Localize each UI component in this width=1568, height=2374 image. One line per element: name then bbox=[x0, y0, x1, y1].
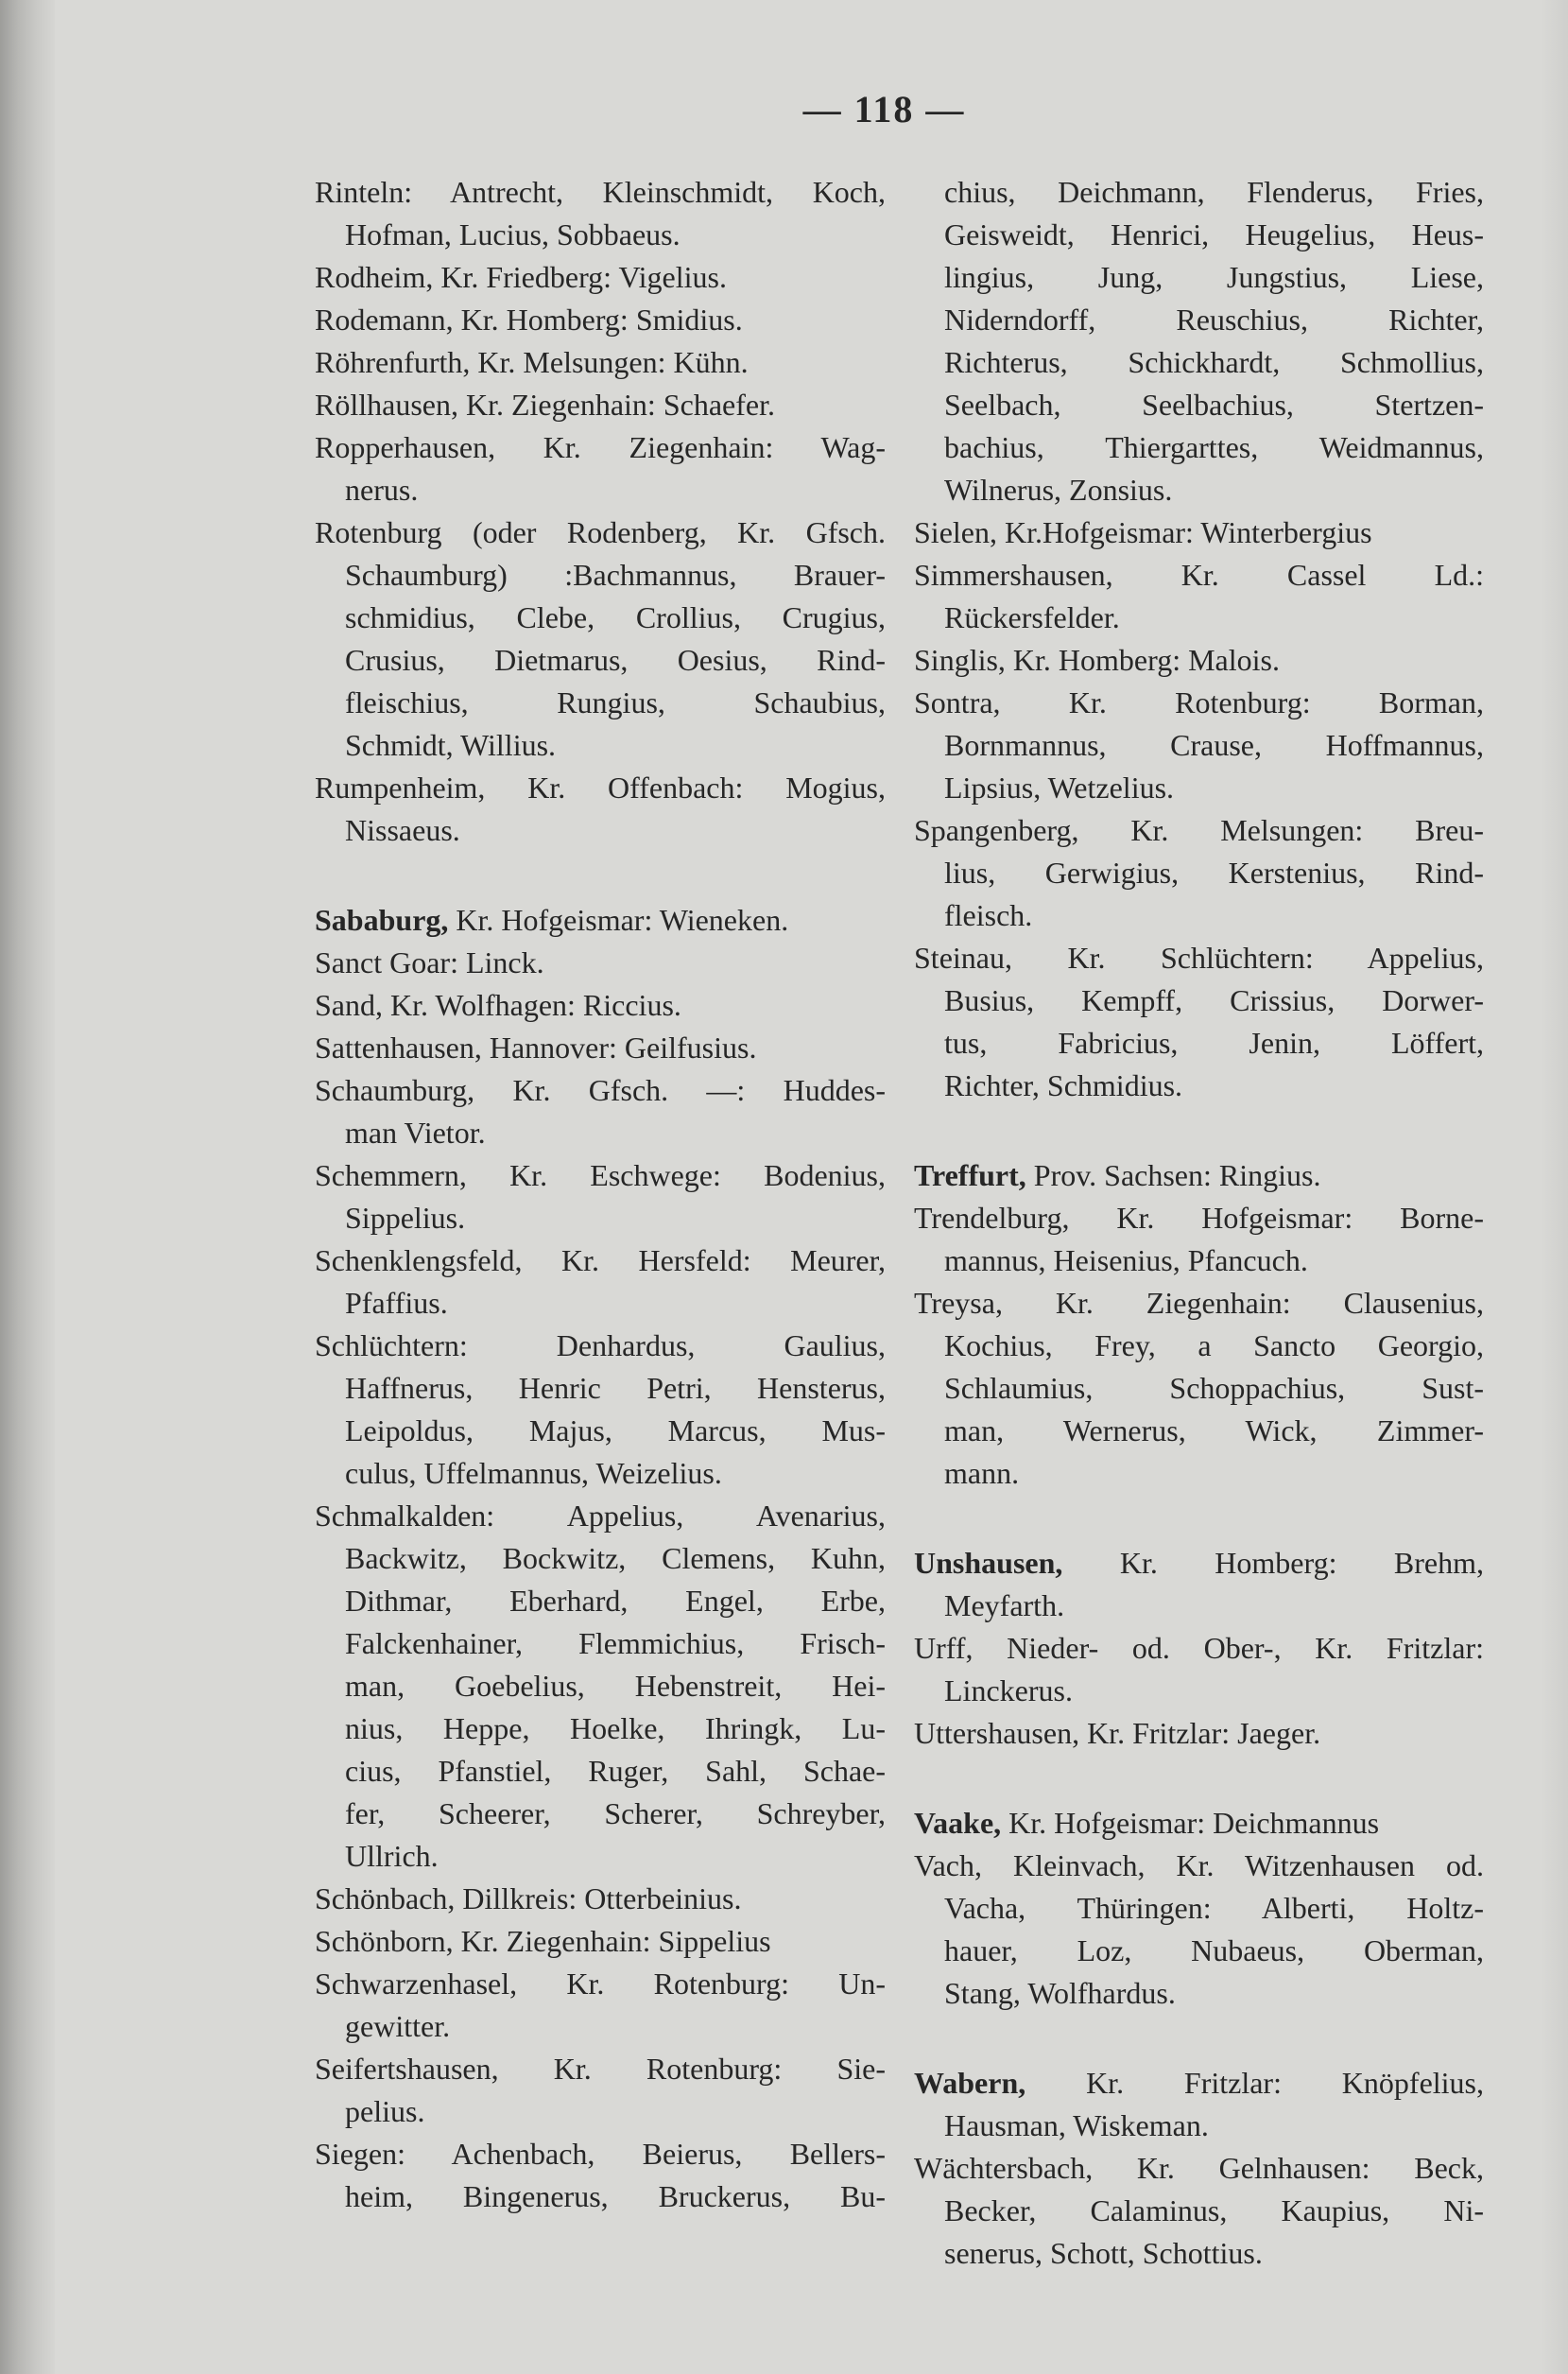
entry-text: Rodheim, Kr. Friedberg: Vigelius. bbox=[315, 260, 727, 294]
entry-line bbox=[315, 984, 886, 1027]
index-entry bbox=[914, 1845, 1484, 2015]
entry-line bbox=[914, 2147, 1484, 2190]
entry-line bbox=[914, 1585, 1484, 1627]
entry-text: Sielen, Kr.Hofgeismar: Winterbergius bbox=[914, 515, 1372, 549]
entry-line bbox=[315, 1112, 886, 1154]
entry-text: Ropperhausen, Kr. Ziegenhain: Wag- bbox=[315, 430, 886, 464]
page-binding-edge bbox=[0, 0, 55, 2374]
entry-text: Singlis, Kr. Homberg: Malois. bbox=[914, 643, 1280, 677]
entry-line bbox=[315, 341, 886, 384]
entry-text: gewitter. bbox=[345, 2009, 451, 2043]
entry-text: culus, Uffelmannus, Weizelius. bbox=[345, 1456, 722, 1490]
entry-text: Crusius, Dietmarus, Oesius, Rind- bbox=[345, 643, 886, 677]
entry-text: Meyfarth. bbox=[944, 1588, 1065, 1622]
entry-text: Schlaumius, Schoppachius, Sust- bbox=[944, 1371, 1484, 1405]
entry-text: Simmershausen, Kr. Cassel Ld.: bbox=[914, 558, 1484, 592]
index-entry bbox=[914, 1542, 1484, 1627]
entry-line bbox=[914, 1845, 1484, 1887]
entry-text: Spangenberg, Kr. Melsungen: Breu- bbox=[914, 813, 1484, 847]
index-entry bbox=[315, 1239, 886, 1325]
entry-text: Kr. Homberg: Brehm, bbox=[1062, 1546, 1484, 1580]
index-entry bbox=[315, 1495, 886, 1878]
entry-text: Sontra, Kr. Rotenburg: Borman, bbox=[914, 685, 1484, 719]
entry-line bbox=[914, 1410, 1484, 1452]
entry-line bbox=[914, 1542, 1484, 1585]
entry-text: Schlüchtern: Denhardus, Gaulius, bbox=[315, 1328, 886, 1362]
entry-text: Röhrenfurth, Kr. Melsungen: Kühn. bbox=[315, 345, 749, 379]
index-entry bbox=[315, 942, 886, 984]
entry-text: senerus, Schott, Schottius. bbox=[944, 2236, 1263, 2270]
index-entry bbox=[315, 256, 886, 299]
entry-line bbox=[914, 1282, 1484, 1325]
index-entry bbox=[914, 1197, 1484, 1282]
entry-text: Schmidt, Willius. bbox=[345, 728, 557, 762]
entry-line bbox=[315, 1495, 886, 1537]
entry-text: Seifertshausen, Kr. Rotenburg: Sie- bbox=[315, 2052, 886, 2086]
index-entry bbox=[914, 937, 1484, 1107]
entry-line bbox=[315, 1239, 886, 1282]
entry-text: Nissaeus. bbox=[345, 813, 460, 847]
index-entry bbox=[914, 511, 1484, 554]
index-entry bbox=[914, 1802, 1484, 1845]
entry-text: fleischius, Rungius, Schaubius, bbox=[345, 685, 886, 719]
index-entry bbox=[914, 554, 1484, 639]
index-entry bbox=[315, 2133, 886, 2218]
entry-text: cius, Pfanstiel, Ruger, Sahl, Schae- bbox=[345, 1754, 886, 1788]
entry-line bbox=[315, 1154, 886, 1197]
entry-text: Schönbach, Dillkreis: Otterbeinius. bbox=[315, 1881, 742, 1915]
entry-line bbox=[315, 1367, 886, 1410]
entry-line bbox=[315, 1835, 886, 1878]
index-entry bbox=[914, 2062, 1484, 2147]
entry-line bbox=[914, 554, 1484, 597]
entry-text: Rumpenheim, Kr. Offenbach: Mogius, bbox=[315, 771, 886, 805]
index-entry bbox=[315, 1878, 886, 1920]
entry-line bbox=[914, 1452, 1484, 1495]
entry-line bbox=[914, 2105, 1484, 2147]
entry-text: Geisweidt, Henrici, Heugelius, Heus- bbox=[944, 217, 1484, 251]
entry-text: Kr. Hofgeismar: Wieneken. bbox=[448, 903, 789, 937]
entry-text: nerus. bbox=[345, 473, 419, 507]
entry-text: man Vietor. bbox=[345, 1116, 486, 1150]
entry-line bbox=[315, 1963, 886, 2005]
entry-line bbox=[315, 2175, 886, 2218]
entry-text: Pfaffius. bbox=[345, 1286, 448, 1320]
index-entry bbox=[914, 1282, 1484, 1495]
entry-text: Hausman, Wiskeman. bbox=[944, 2108, 1209, 2142]
entry-text: Rotenburg (oder Rodenberg, Kr. Gfsch. bbox=[315, 515, 886, 549]
entry-text: Schenklengsfeld, Kr. Hersfeld: Meurer, bbox=[315, 1243, 886, 1277]
entry-line bbox=[315, 809, 886, 852]
place-heading: Unshausen, bbox=[914, 1546, 1063, 1580]
entry-text: fleisch. bbox=[944, 898, 1033, 932]
entry-text: Hofman, Lucius, Sobbaeus. bbox=[345, 217, 681, 251]
entry-text: fer, Scheerer, Scherer, Schreyber, bbox=[345, 1796, 886, 1830]
entry-line bbox=[315, 511, 886, 554]
entry-line bbox=[315, 1920, 886, 1963]
entry-text: Falckenhainer, Flemmichius, Frisch- bbox=[345, 1626, 886, 1660]
entry-text: Prov. Sachsen: Ringius. bbox=[1025, 1158, 1321, 1192]
entry-text: Rinteln: Antrecht, Kleinschmidt, Koch, bbox=[315, 175, 886, 209]
entry-text: mann. bbox=[944, 1456, 1020, 1490]
index-entry bbox=[315, 984, 886, 1027]
entry-line bbox=[914, 2190, 1484, 2232]
entry-line bbox=[315, 1707, 886, 1750]
entry-line bbox=[315, 639, 886, 682]
entry-line bbox=[914, 894, 1484, 937]
section-gap bbox=[914, 1107, 1484, 1154]
entry-text: Schaumburg) :Bachmannus, Brauer- bbox=[345, 558, 886, 592]
entry-text: Treysa, Kr. Ziegenhain: Clausenius, bbox=[914, 1286, 1484, 1320]
entry-line bbox=[914, 1197, 1484, 1239]
entry-text: Siegen: Achenbach, Beierus, Bellers- bbox=[315, 2137, 886, 2171]
index-entry bbox=[315, 511, 886, 767]
entry-line bbox=[315, 171, 886, 214]
index-entry bbox=[315, 899, 886, 942]
entry-line bbox=[914, 214, 1484, 256]
entry-text: bachius, Thiergarttes, Weidmannus, bbox=[944, 430, 1484, 464]
entry-text: Busius, Kempff, Crissius, Dorwer- bbox=[944, 983, 1484, 1017]
entry-text: Kr. Fritzlar: Knöpfelius, bbox=[1025, 2066, 1484, 2100]
section-gap bbox=[914, 2015, 1484, 2062]
entry-line bbox=[315, 767, 886, 809]
entry-line bbox=[914, 1670, 1484, 1712]
entry-line bbox=[315, 942, 886, 984]
entry-text: Rückersfelder. bbox=[944, 600, 1120, 634]
index-entry bbox=[315, 426, 886, 511]
entry-line bbox=[914, 426, 1484, 469]
index-entry bbox=[914, 1712, 1484, 1755]
place-heading: Wabern, bbox=[914, 2066, 1026, 2100]
entry-text: Schaumburg, Kr. Gfsch. —: Huddes- bbox=[315, 1073, 886, 1107]
index-entry bbox=[315, 384, 886, 426]
entry-text: Wilnerus, Zonsius. bbox=[944, 473, 1173, 507]
entry-text: Vach, Kleinvach, Kr. Witzenhausen od. bbox=[914, 1848, 1484, 1882]
entry-text: Sand, Kr. Wolfhagen: Riccius. bbox=[315, 988, 681, 1022]
entry-line bbox=[315, 1793, 886, 1835]
index-entry bbox=[914, 682, 1484, 809]
entry-text: Linckerus. bbox=[944, 1673, 1073, 1707]
entry-text: Schmalkalden: Appelius, Avenarius, bbox=[315, 1499, 886, 1533]
entry-text: mannus, Heisenius, Pfancuch. bbox=[944, 1243, 1308, 1277]
entry-line bbox=[315, 1452, 886, 1495]
entry-text: Haffnerus, Henric Petri, Hensterus, bbox=[345, 1371, 886, 1405]
entry-line bbox=[914, 1022, 1484, 1065]
entry-line bbox=[914, 767, 1484, 809]
entry-line bbox=[914, 597, 1484, 639]
entry-line bbox=[315, 597, 886, 639]
place-heading: Vaake, bbox=[914, 1806, 1002, 1840]
index-entry bbox=[315, 767, 886, 852]
index-entry bbox=[315, 171, 886, 256]
entry-line bbox=[914, 1887, 1484, 1930]
entry-line bbox=[914, 1065, 1484, 1107]
entry-line bbox=[315, 2133, 886, 2175]
index-entry bbox=[315, 341, 886, 384]
entry-line bbox=[914, 852, 1484, 894]
entry-text: Becker, Calaminus, Kaupius, Ni- bbox=[944, 2193, 1484, 2227]
entry-text: Stang, Wolfhardus. bbox=[944, 1976, 1176, 2010]
entry-line bbox=[315, 2005, 886, 2048]
entry-text: lingius, Jung, Jungstius, Liese, bbox=[944, 260, 1484, 294]
index-entry bbox=[315, 299, 886, 341]
entry-line bbox=[315, 299, 886, 341]
entry-text: Kr. Hofgeismar: Deichmannus bbox=[1001, 1806, 1380, 1840]
entry-line bbox=[914, 511, 1484, 554]
entry-text: Sippelius. bbox=[345, 1201, 466, 1235]
index-entry bbox=[315, 2048, 886, 2133]
entry-line bbox=[315, 899, 886, 942]
entry-text: Vacha, Thüringen: Alberti, Holtz- bbox=[944, 1891, 1484, 1925]
entry-line bbox=[315, 682, 886, 724]
page-right-edge bbox=[1541, 0, 1568, 2374]
entry-line bbox=[315, 384, 886, 426]
entry-line bbox=[315, 214, 886, 256]
index-entry bbox=[315, 1920, 886, 1963]
entry-text: Trendelburg, Kr. Hofgeismar: Borne- bbox=[914, 1201, 1484, 1235]
entry-text: Lipsius, Wetzelius. bbox=[944, 771, 1175, 805]
entry-line bbox=[914, 256, 1484, 299]
entry-text: hauer, Loz, Nubaeus, Oberman, bbox=[944, 1933, 1484, 1967]
entry-line bbox=[315, 426, 886, 469]
entry-line bbox=[315, 554, 886, 597]
entry-line bbox=[914, 1972, 1484, 2015]
entry-text: Dithmar, Eberhard, Engel, Erbe, bbox=[345, 1584, 886, 1618]
index-entry bbox=[315, 1069, 886, 1154]
entry-text: Backwitz, Bockwitz, Clemens, Kuhn, bbox=[345, 1541, 886, 1575]
entry-line bbox=[914, 2062, 1484, 2105]
right-column bbox=[914, 171, 1484, 2275]
entry-text: Richterus, Schickhardt, Schmollius, bbox=[944, 345, 1484, 379]
entry-text: man, Goebelius, Hebenstreit, Hei- bbox=[345, 1669, 886, 1703]
entry-text: tus, Fabricius, Jenin, Löffert, bbox=[944, 1026, 1484, 1060]
entry-line bbox=[315, 1197, 886, 1239]
entry-text: Schönborn, Kr. Ziegenhain: Sippelius bbox=[315, 1924, 771, 1958]
entry-line bbox=[914, 1712, 1484, 1755]
entry-text: Röllhausen, Kr. Ziegenhain: Schaefer. bbox=[315, 388, 775, 422]
entry-line bbox=[315, 1325, 886, 1367]
entry-line bbox=[315, 469, 886, 511]
entry-line bbox=[914, 682, 1484, 724]
entry-line bbox=[914, 1627, 1484, 1670]
index-entry bbox=[315, 1027, 886, 1069]
entry-text: Wächtersbach, Kr. Gelnhausen: Beck, bbox=[914, 2151, 1484, 2185]
entry-line bbox=[315, 1580, 886, 1622]
entry-text: Ullrich. bbox=[345, 1839, 439, 1873]
entry-line bbox=[914, 639, 1484, 682]
page-number: — 118 — bbox=[802, 88, 966, 130]
entry-line bbox=[914, 979, 1484, 1022]
entry-text: schmidius, Clebe, Crollius, Crugius, bbox=[345, 600, 886, 634]
entry-text: Sanct Goar: Linck. bbox=[315, 945, 544, 979]
entry-line bbox=[914, 1325, 1484, 1367]
entry-line bbox=[914, 1239, 1484, 1282]
entry-line bbox=[914, 469, 1484, 511]
entry-text: pelius. bbox=[345, 2094, 425, 2128]
index-entry bbox=[914, 1627, 1484, 1712]
entry-line bbox=[315, 1027, 886, 1069]
entry-line bbox=[914, 724, 1484, 767]
entry-line bbox=[914, 299, 1484, 341]
entry-line bbox=[914, 341, 1484, 384]
section-gap bbox=[914, 1495, 1484, 1542]
place-heading: Treffurt, bbox=[914, 1158, 1026, 1192]
section-gap bbox=[914, 1755, 1484, 1802]
entry-text: Steinau, Kr. Schlüchtern: Appelius, bbox=[914, 941, 1484, 975]
entry-text: Leipoldus, Majus, Marcus, Mus- bbox=[345, 1413, 886, 1447]
entry-line bbox=[315, 1622, 886, 1665]
entry-line bbox=[315, 256, 886, 299]
entry-line bbox=[315, 2048, 886, 2090]
entry-line bbox=[914, 937, 1484, 979]
entry-line bbox=[914, 1930, 1484, 1972]
entry-text: heim, Bingenerus, Bruckerus, Bu- bbox=[345, 2179, 886, 2213]
entry-text: Urff, Nieder- od. Ober-, Kr. Fritzlar: bbox=[914, 1631, 1484, 1665]
entry-line bbox=[315, 1410, 886, 1452]
entry-line bbox=[914, 1367, 1484, 1410]
entry-text: Rodemann, Kr. Homberg: Smidius. bbox=[315, 303, 743, 337]
entry-line bbox=[315, 2090, 886, 2133]
place-heading: Sababurg, bbox=[315, 903, 449, 937]
entry-text: Sattenhausen, Hannover: Geilfusius. bbox=[315, 1031, 757, 1065]
entry-text: Uttershausen, Kr. Fritzlar: Jaeger. bbox=[914, 1716, 1321, 1750]
index-entry bbox=[914, 639, 1484, 682]
section-gap bbox=[315, 852, 886, 899]
entry-text: Bornmannus, Crause, Hoffmannus, bbox=[944, 728, 1484, 762]
entry-text: chius, Deichmann, Flenderus, Fries, bbox=[944, 175, 1484, 209]
index-entry bbox=[315, 1325, 886, 1495]
entry-line bbox=[914, 809, 1484, 852]
index-entry bbox=[315, 1154, 886, 1239]
entry-text: lius, Gerwigius, Kerstenius, Rind- bbox=[944, 856, 1484, 890]
entry-line bbox=[315, 724, 886, 767]
index-entry bbox=[914, 2147, 1484, 2275]
index-entry bbox=[914, 1154, 1484, 1197]
entry-line bbox=[914, 2232, 1484, 2275]
index-entry bbox=[315, 1963, 886, 2048]
entry-line bbox=[914, 384, 1484, 426]
index-entry bbox=[914, 171, 1484, 511]
entry-line bbox=[914, 1154, 1484, 1197]
entry-text: nius, Heppe, Hoelke, Ihringk, Lu- bbox=[345, 1711, 886, 1745]
entry-line bbox=[315, 1069, 886, 1112]
entry-text: Schemmern, Kr. Eschwege: Bodenius, bbox=[315, 1158, 886, 1192]
entry-line bbox=[914, 1802, 1484, 1845]
entry-line bbox=[315, 1878, 886, 1920]
entry-line bbox=[914, 171, 1484, 214]
entry-text: man, Wernerus, Wick, Zimmer- bbox=[944, 1413, 1484, 1447]
entry-text: Richter, Schmidius. bbox=[944, 1068, 1183, 1102]
entry-text: Kochius, Frey, a Sancto Georgio, bbox=[944, 1328, 1484, 1362]
entry-text: Schwarzenhasel, Kr. Rotenburg: Un- bbox=[315, 1967, 886, 2001]
entry-text: Niderndorff, Reuschius, Richter, bbox=[944, 303, 1484, 337]
entry-text: Seelbach, Seelbachius, Stertzen- bbox=[944, 388, 1484, 422]
left-column bbox=[315, 171, 886, 2218]
entry-line bbox=[315, 1537, 886, 1580]
entry-line bbox=[315, 1282, 886, 1325]
entry-line bbox=[315, 1750, 886, 1793]
index-entry bbox=[914, 809, 1484, 937]
entry-line bbox=[315, 1665, 886, 1707]
